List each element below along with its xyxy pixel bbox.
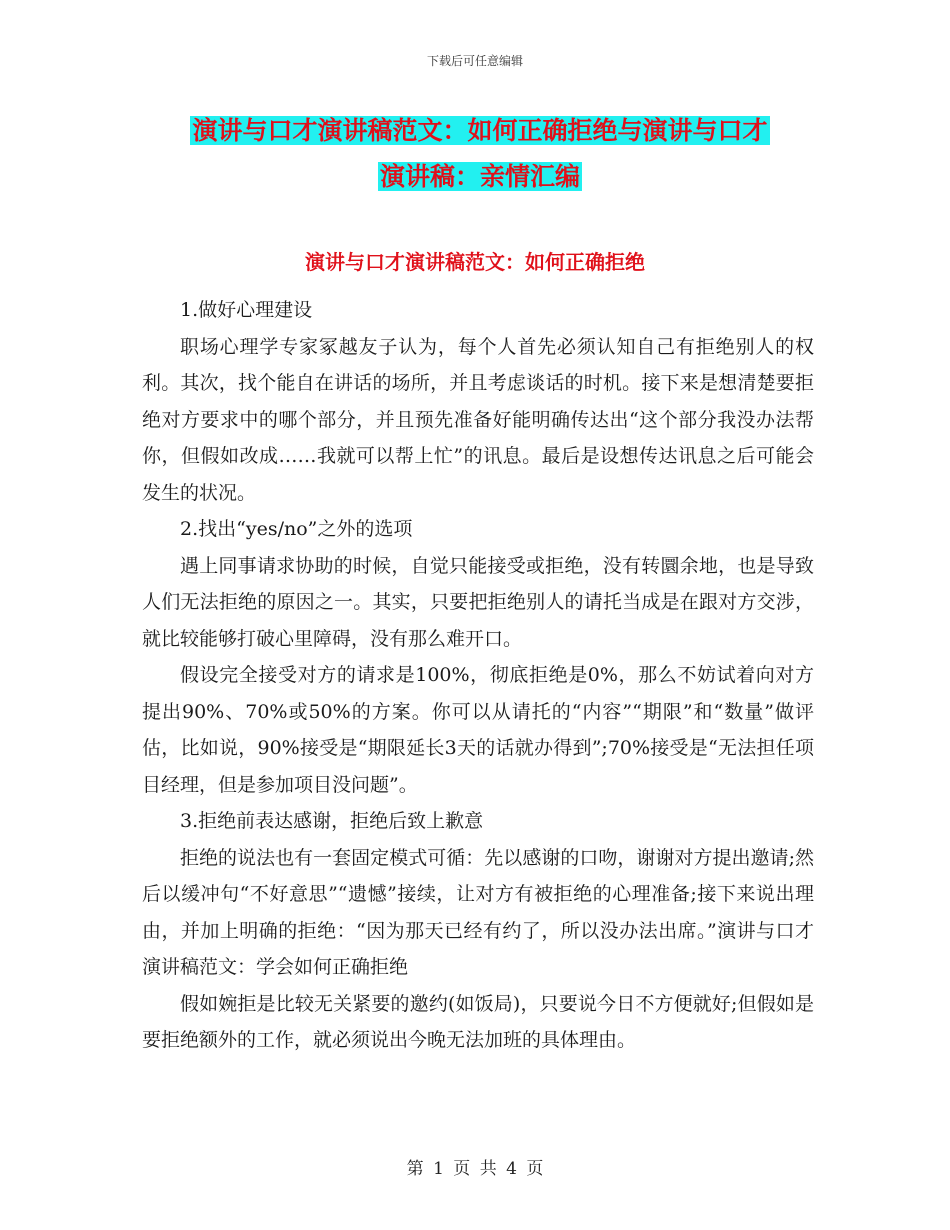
paragraph: 职场心理学专家冢越友子认为，每个人首先必须认知自己有拒绝别人的权利。其次，找个能自在讲话的场所，并且考虑谈话的时机。接下来是想清楚要拒绝对方要求中的哪个部分，并且预先准备好能明确传达出“这个部分我没办法帮你，但假如改成……我就可以帮上忙”的讯息。最后是设想传达讯息之后可能会发生的状况。 [142, 335, 814, 504]
document-title-line-2: 演讲稿：亲情汇编 [379, 162, 580, 191]
section-title: 演讲与口才演讲稿范文：如何正确拒绝 [305, 250, 645, 274]
page-footer: 第 1 页 共 4 页 [406, 1159, 544, 1179]
subheading-2: 2.找出“yes/no”之外的选项 [180, 518, 413, 540]
subheading-3: 3.拒绝前表达感谢，拒绝后致上歉意 [180, 810, 484, 832]
document-title-line-1: 演讲与口才演讲稿范文：如何正确拒绝与演讲与口才 [192, 116, 768, 145]
paragraph: 遇上同事请求协助的时候，自觉只能接受或拒绝，没有转圜余地，也是导致人们无法拒绝的原因之一。其实，只要把拒绝别人的请托当成是在跟对方交涉，就比较能够打破心里障碍，没有那么难开口。 [142, 554, 814, 650]
document-title [140, 108, 820, 200]
header-note: 下载后可任意编辑 [426, 54, 523, 68]
paragraph: 假设完全接受对方的请求是100%，彻底拒绝是0%，那么不妨试着向对方提出90%、70%或50%的方案。你可以从请托的“内容”“期限”和“数量”做评估，比如说，90%接受是“期限延长3天的话就办得到”;70%接受是“无法担任项目经理，但是参加项目没问题”。 [142, 664, 814, 796]
body-text [142, 292, 814, 1059]
paragraph: 假如婉拒是比较无关紧要的邀约(如饭局)，只要说今日不方便就好;但假如是要拒绝额外的工作，就必须说出今晚无法加班的具体理由。 [142, 992, 814, 1051]
subheading-1: 1.做好心理建设 [180, 299, 313, 321]
paragraph: 拒绝的说法也有一套固定模式可循：先以感谢的口吻，谢谢对方提出邀请;然后以缓冲句“不好意思”“遗憾”接续，让对方有被拒绝的心理准备;接下来说出理由，并加上明确的拒绝：“因为那天已经有约了，所以没办法出席。”演讲与口才演讲稿范文：学会如何正确拒绝 [142, 846, 814, 978]
